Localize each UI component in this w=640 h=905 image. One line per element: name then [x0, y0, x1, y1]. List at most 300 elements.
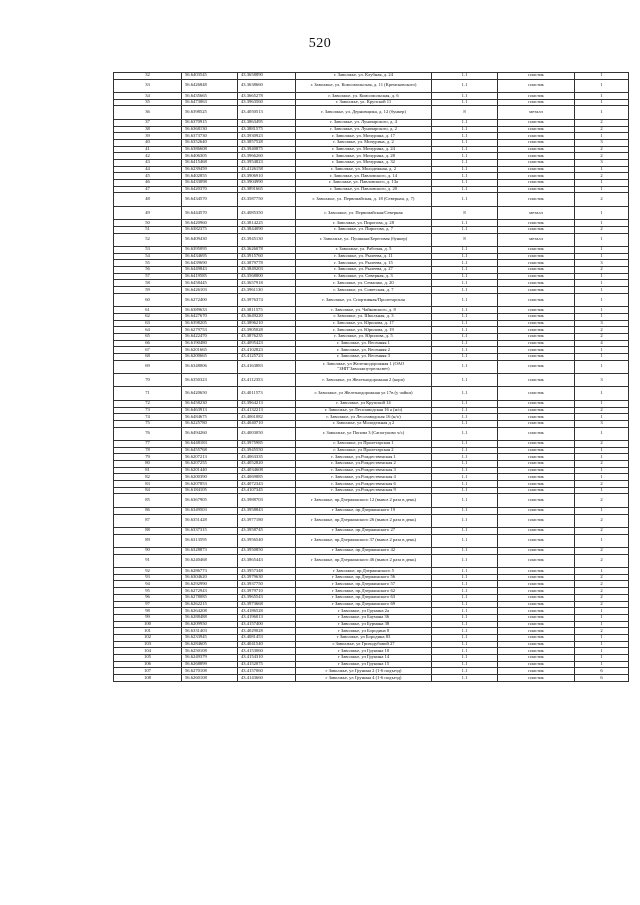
- longitude-cell: 43.4132213: [238, 407, 296, 414]
- row-number-cell: 96: [114, 594, 182, 601]
- latitude-cell: 56.6406305: [182, 153, 238, 160]
- material-cell: пластик: [498, 139, 575, 146]
- count-cell: 3: [575, 260, 629, 267]
- table-row: [114, 648, 629, 655]
- table-row: [114, 668, 629, 675]
- volume-cell: 1.1: [432, 494, 498, 507]
- table-row: [114, 73, 629, 80]
- row-number-cell: 70: [114, 374, 182, 387]
- address-cell: г. Заволжье, ул. Мичурина, д. 28: [296, 153, 432, 160]
- address-cell: г Заволжье, ул Гризодубовой 27: [296, 641, 432, 648]
- table-row: [114, 407, 629, 414]
- latitude-cell: 56.6434570: [182, 193, 238, 206]
- longitude-cell: 43.3657918: [238, 280, 296, 287]
- address-cell: г Заволжье, ул Бородина 83: [296, 634, 432, 641]
- longitude-cell: 43.4152075: [238, 661, 296, 668]
- latitude-cell: 56.6184105: [182, 487, 238, 494]
- material-cell: пластик: [498, 400, 575, 407]
- longitude-cell: 43.3950850: [238, 548, 296, 555]
- latitude-cell: 56.6402855: [182, 173, 238, 180]
- longitude-cell: 43.4163883: [238, 360, 296, 373]
- table-row: [114, 193, 629, 206]
- row-number-cell: 76: [114, 427, 182, 440]
- count-cell: 1: [575, 347, 629, 354]
- longitude-cell: 43.3966260: [238, 153, 296, 160]
- latitude-cell: 56.6348006: [182, 360, 238, 373]
- row-number-cell: 65: [114, 333, 182, 340]
- material-cell: пластик: [498, 574, 575, 581]
- address-cell: г. Заволжье, ул. Спортивная/Пролетарская: [296, 293, 432, 306]
- latitude-cell: 56.6448183: [182, 440, 238, 447]
- volume-cell: 1.1: [432, 320, 498, 327]
- table-row: [114, 206, 629, 219]
- longitude-cell: 43.3976374: [238, 293, 296, 306]
- count-cell: 2: [575, 494, 629, 507]
- count-cell: 1: [575, 414, 629, 421]
- longitude-cell: 43.3844090: [238, 226, 296, 233]
- longitude-cell: 43.3964213: [238, 400, 296, 407]
- table-row: [114, 146, 629, 153]
- table-row: [114, 548, 629, 555]
- count-cell: 2: [575, 481, 629, 488]
- material-cell: пластик: [498, 568, 575, 575]
- latitude-cell: 56.6434695: [182, 253, 238, 260]
- material-cell: пластик: [498, 159, 575, 166]
- latitude-cell: 56.6415468: [182, 159, 238, 166]
- count-cell: 1: [575, 487, 629, 494]
- longitude-cell: 43.4081453: [238, 634, 296, 641]
- material-cell: пластик: [498, 601, 575, 608]
- count-cell: 2: [575, 193, 629, 206]
- latitude-cell: 56.6368130: [182, 126, 238, 133]
- material-cell: пластик: [498, 73, 575, 80]
- material-cell: пластик: [498, 634, 575, 641]
- longitude-cell: 43.3568800: [238, 273, 296, 280]
- table-row: [114, 226, 629, 233]
- longitude-cell: 43.4072343: [238, 481, 296, 488]
- material-cell: пластик: [498, 447, 575, 454]
- volume-cell: 1.1: [432, 574, 498, 581]
- address-cell: г. Заволжье, ул. Рылеева, д. 15: [296, 260, 432, 267]
- address-cell: г Заволжье, ул Грунина 10: [296, 648, 432, 655]
- row-number-cell: 46: [114, 180, 182, 187]
- material-cell: пластик: [498, 534, 575, 547]
- row-number-cell: 41: [114, 146, 182, 153]
- table-row: [114, 420, 629, 427]
- longitude-cell: 43.3638660: [238, 79, 296, 92]
- address-cell: г. Заволжье, ул.Рождественская 9: [296, 487, 432, 494]
- longitude-cell: 43.3937750: [238, 581, 296, 588]
- longitude-cell: 43.3587750: [238, 193, 296, 206]
- count-cell: 2: [575, 548, 629, 555]
- volume-cell: 8: [432, 106, 498, 119]
- address-cell: г Заволжье, пр.Дзержинского 56: [296, 574, 432, 581]
- row-number-cell: 66: [114, 340, 182, 347]
- address-cell: г. Заволжье, ул. Мичурина, д. 17: [296, 133, 432, 140]
- material-cell: пластик: [498, 648, 575, 655]
- row-number-cell: 103: [114, 641, 182, 648]
- address-cell: г Заволжье, ул Бородина 8: [296, 628, 432, 635]
- row-number-cell: 32: [114, 73, 182, 80]
- table-row: [114, 79, 629, 92]
- material-cell: пластик: [498, 180, 575, 187]
- longitude-cell: 43.3904990: [238, 180, 296, 187]
- count-cell: 1: [575, 99, 629, 106]
- address-cell: г. Заволжье, ул. Рылеева, д. 27: [296, 267, 432, 274]
- longitude-cell: 43.3965543: [238, 594, 296, 601]
- material-cell: пластик: [498, 467, 575, 474]
- longitude-cell: 43.3945550: [238, 447, 296, 454]
- address-cell: г. Заволжье, ул. Комсомольская, д. 11 (Кремсковского): [296, 79, 432, 92]
- volume-cell: 1.1: [432, 313, 498, 320]
- material-cell: пластик: [498, 427, 575, 440]
- longitude-cell: 43.4196013: [238, 614, 296, 621]
- material-cell: пластик: [498, 340, 575, 347]
- count-cell: 2: [575, 440, 629, 447]
- count-cell: 1: [575, 641, 629, 648]
- count-cell: 2: [575, 173, 629, 180]
- table-row: [114, 440, 629, 447]
- count-cell: 2: [575, 514, 629, 527]
- table-row: [114, 614, 629, 621]
- latitude-cell: 56.6426848: [182, 79, 238, 92]
- row-number-cell: 73: [114, 407, 182, 414]
- table-row: [114, 621, 629, 628]
- volume-cell: 1.1: [432, 481, 498, 488]
- latitude-cell: 56.6279753: [182, 327, 238, 334]
- count-cell: 2: [575, 333, 629, 340]
- volume-cell: 1.1: [432, 668, 498, 675]
- material-cell: пластик: [498, 153, 575, 160]
- count-cell: 2: [575, 581, 629, 588]
- row-number-cell: 71: [114, 387, 182, 400]
- table-row: [114, 574, 629, 581]
- count-cell: 4: [575, 340, 629, 347]
- volume-cell: 1.1: [432, 287, 498, 294]
- address-cell: г. Заволжье, ул. Крупской 11: [296, 99, 432, 106]
- latitude-cell: 56.6200665: [182, 353, 238, 360]
- volume-cell: 1.1: [432, 133, 498, 140]
- table-body: [114, 73, 629, 682]
- count-cell: 1: [575, 280, 629, 287]
- table-row: [114, 608, 629, 615]
- address-cell: г. Заволжье, ул. Весенняя 3: [296, 353, 432, 360]
- material-cell: пластик: [498, 193, 575, 206]
- address-cell: г. Заволжье, ул.Рождественская 4: [296, 474, 432, 481]
- address-cell: г. Заволжье, ул. Рылеева, д. 11: [296, 253, 432, 260]
- row-number-cell: 38: [114, 126, 182, 133]
- row-number-cell: 94: [114, 581, 182, 588]
- count-cell: 1: [575, 447, 629, 454]
- volume-cell: 1.1: [432, 226, 498, 233]
- longitude-cell: 43.3849203: [238, 267, 296, 274]
- count-cell: 1: [575, 206, 629, 219]
- volume-cell: 1.1: [432, 159, 498, 166]
- volume-cell: 1.1: [432, 246, 498, 253]
- address-cell: г Заволжье, пр.Дзержинского 27: [296, 527, 432, 534]
- volume-cell: 1.1: [432, 267, 498, 274]
- longitude-cell: 43.3896210: [238, 320, 296, 327]
- material-cell: пластик: [498, 273, 575, 280]
- latitude-cell: 56.6207255: [182, 461, 238, 468]
- address-cell: г Заволжье, пр.Дзержинского 69: [296, 601, 432, 608]
- volume-cell: 1.1: [432, 387, 498, 400]
- count-cell: 1: [575, 661, 629, 668]
- table-row: [114, 568, 629, 575]
- table-row: [114, 461, 629, 468]
- address-cell: г Заволжье, пр.Дзержинского 12 (вывоз 2 раза в день): [296, 494, 432, 507]
- latitude-cell: 56.6201665: [182, 347, 238, 354]
- longitude-cell: 43.4153060: [238, 648, 296, 655]
- row-number-cell: 99: [114, 614, 182, 621]
- material-cell: пластик: [498, 293, 575, 306]
- latitude-cell: 56.6264208: [182, 608, 238, 615]
- count-cell: 2: [575, 119, 629, 126]
- longitude-cell: 43.3814225: [238, 220, 296, 227]
- material-cell: пластик: [498, 133, 575, 140]
- table-row: [114, 307, 629, 314]
- volume-cell: 1.1: [432, 601, 498, 608]
- address-cell: г. Заволжье, ул Попова 3 (Сапогуково ч/с): [296, 427, 432, 440]
- row-number-cell: 50: [114, 220, 182, 227]
- row-number-cell: 53: [114, 246, 182, 253]
- material-cell: пластик: [498, 280, 575, 287]
- row-number-cell: 84: [114, 487, 182, 494]
- count-cell: 2: [575, 153, 629, 160]
- container-sites-table: [113, 72, 629, 682]
- count-cell: 2: [575, 267, 629, 274]
- address-cell: г. Заволжье, ул Лесозаводская 16 а (н/о): [296, 407, 432, 414]
- volume-cell: 1.1: [432, 581, 498, 588]
- volume-cell: 1.1: [432, 347, 498, 354]
- longitude-cell: 43.4143660: [238, 675, 296, 682]
- count-cell: 1: [575, 648, 629, 655]
- material-cell: пластик: [498, 166, 575, 173]
- table-row: [114, 267, 629, 274]
- material-cell: пластик: [498, 481, 575, 488]
- latitude-cell: 56.6350323: [182, 374, 238, 387]
- address-cell: г. Заволжье, ул. Чайковского, д. 8: [296, 307, 432, 314]
- latitude-cell: 56.6240468: [182, 554, 238, 567]
- table-row: [114, 186, 629, 193]
- material-cell: пластик: [498, 420, 575, 427]
- material-cell: пластик: [498, 527, 575, 534]
- count-cell: 1: [575, 353, 629, 360]
- count-cell: 1: [575, 507, 629, 514]
- row-number-cell: 92: [114, 568, 182, 575]
- latitude-cell: 56.6403545: [182, 73, 238, 80]
- material-cell: пластик: [498, 226, 575, 233]
- row-number-cell: 97: [114, 601, 182, 608]
- address-cell: г. Заволжье, ул Железнодорожная 2 (корп): [296, 374, 432, 387]
- material-cell: пластик: [498, 407, 575, 414]
- address-cell: г Заволжье, пр.Дзержинского 19: [296, 507, 432, 514]
- row-number-cell: 85: [114, 494, 182, 507]
- material-cell: пластик: [498, 440, 575, 447]
- material-cell: пластик: [498, 313, 575, 320]
- table-row: [114, 93, 629, 100]
- count-cell: 1: [575, 73, 629, 80]
- table-row: [114, 628, 629, 635]
- table-row: [114, 327, 629, 334]
- table-row: [114, 481, 629, 488]
- longitude-cell: 43.3977180: [238, 514, 296, 527]
- volume-cell: 1.1: [432, 554, 498, 567]
- longitude-cell: 43.4107345: [238, 487, 296, 494]
- volume-cell: 1.1: [432, 634, 498, 641]
- count-cell: 2: [575, 594, 629, 601]
- latitude-cell: 56.6435665: [182, 93, 238, 100]
- count-cell: 1: [575, 467, 629, 474]
- volume-cell: 1.1: [432, 93, 498, 100]
- longitude-cell: 43.4063335: [238, 454, 296, 461]
- table-row: [114, 180, 629, 187]
- latitude-cell: 56.6494260: [182, 427, 238, 440]
- longitude-cell: 43.4011573: [238, 387, 296, 400]
- row-number-cell: 77: [114, 440, 182, 447]
- latitude-cell: 56.6349503: [182, 507, 238, 514]
- volume-cell: 1.1: [432, 641, 498, 648]
- material-cell: пластик: [498, 628, 575, 635]
- count-cell: 2: [575, 628, 629, 635]
- row-number-cell: 63: [114, 320, 182, 327]
- material-cell: пластик: [498, 360, 575, 373]
- table-row: [114, 467, 629, 474]
- volume-cell: 1.1: [432, 608, 498, 615]
- count-cell: 1: [575, 568, 629, 575]
- latitude-cell: 56.6373730: [182, 133, 238, 140]
- address-cell: г Заволжье, ул Баумана 36: [296, 614, 432, 621]
- volume-cell: 1.1: [432, 260, 498, 267]
- page-number: 520: [308, 36, 332, 51]
- latitude-cell: 56.6422470: [182, 333, 238, 340]
- longitude-cell: 43.3930923: [238, 133, 296, 140]
- row-number-cell: 108: [114, 675, 182, 682]
- volume-cell: 1.1: [432, 186, 498, 193]
- table-row: [114, 507, 629, 514]
- material-cell: пластик: [498, 514, 575, 527]
- table-row: [114, 581, 629, 588]
- longitude-cell: 43.3957348: [238, 568, 296, 575]
- table-row: [114, 360, 629, 373]
- table-row: [114, 601, 629, 608]
- latitude-cell: 56.6201440: [182, 467, 238, 474]
- count-cell: 1: [575, 534, 629, 547]
- row-number-cell: 78: [114, 447, 182, 454]
- row-number-cell: 106: [114, 661, 182, 668]
- latitude-cell: 56.6278085: [182, 594, 238, 601]
- address-cell: г Заволжье, пр.Дзержинского 63: [296, 594, 432, 601]
- row-number-cell: 72: [114, 400, 182, 407]
- latitude-cell: 56.6200390: [182, 474, 238, 481]
- volume-cell: 1.1: [432, 280, 498, 287]
- address-cell: г Заволжье, пр.Дзержинского 46 (вывоз 2 раза в день): [296, 554, 432, 567]
- volume-cell: 1.1: [432, 420, 498, 427]
- volume-cell: 1.1: [432, 307, 498, 314]
- latitude-cell: 56.6370915: [182, 119, 238, 126]
- longitude-cell: 43.4154310: [238, 655, 296, 662]
- latitude-cell: 56.6463913: [182, 407, 238, 414]
- longitude-cell: 43.4125723: [238, 353, 296, 360]
- row-number-cell: 37: [114, 119, 182, 126]
- longitude-cell: 43.3958745: [238, 527, 296, 534]
- row-number-cell: 42: [114, 153, 182, 160]
- latitude-cell: 56.6268899: [182, 661, 238, 668]
- address-cell: г Заволжье, пр.Дзержинского 37 (вывоз 2 раза в день): [296, 534, 432, 547]
- row-number-cell: 59: [114, 287, 182, 294]
- latitude-cell: 56.6386608: [182, 146, 238, 153]
- table-row: [114, 173, 629, 180]
- volume-cell: 8: [432, 206, 498, 219]
- table-row: [114, 634, 629, 641]
- row-number-cell: 33: [114, 79, 182, 92]
- volume-cell: 1.1: [432, 353, 498, 360]
- count-cell: 2: [575, 461, 629, 468]
- count-cell: 1: [575, 313, 629, 320]
- row-number-cell: 80: [114, 461, 182, 468]
- table-row: [114, 119, 629, 126]
- table-row: [114, 447, 629, 454]
- address-cell: г. Заволжье, ул. Павловского, д. 13а: [296, 180, 432, 187]
- longitude-cell: 43.3857528: [238, 139, 296, 146]
- longitude-cell: 43.4003050: [238, 427, 296, 440]
- row-number-cell: 61: [114, 307, 182, 314]
- address-cell: г Заволжье, пр.Дзержинского 42: [296, 548, 432, 555]
- volume-cell: 1.1: [432, 614, 498, 621]
- table-row: [114, 588, 629, 595]
- latitude-cell: 56.6444570: [182, 206, 238, 219]
- material-cell: пластик: [498, 494, 575, 507]
- address-cell: г. Заволжье, ул.Рождественская 1: [296, 454, 432, 461]
- table-row: [114, 99, 629, 106]
- material-cell: пластик: [498, 333, 575, 340]
- longitude-cell: 43.4126158: [238, 166, 296, 173]
- address-cell: г. Заволжье, ул. Юрилова, д. 5: [296, 333, 432, 340]
- latitude-cell: 56.6304620: [182, 574, 238, 581]
- latitude-cell: 56.6458230: [182, 400, 238, 407]
- address-cell: г. Заволжье, ул. Первомайская/Северная: [296, 206, 432, 219]
- address-cell: г. Заволжье, ул. Мичурина, д. 32: [296, 159, 432, 166]
- latitude-cell: 56.6328873: [182, 548, 238, 555]
- latitude-cell: 56.6389633: [182, 307, 238, 314]
- row-number-cell: 67: [114, 347, 182, 354]
- table-row: [114, 655, 629, 662]
- count-cell: 1: [575, 186, 629, 193]
- row-number-cell: 34: [114, 93, 182, 100]
- table-row: [114, 661, 629, 668]
- volume-cell: 1.1: [432, 507, 498, 514]
- count-cell: 2: [575, 574, 629, 581]
- address-cell: г. Заволжье, ул. Луначарского, д. 2: [296, 126, 432, 133]
- latitude-cell: 56.6439690: [182, 260, 238, 267]
- address-cell: г Заволжье, ул Грунина 4 (1-6 подъезд): [296, 675, 432, 682]
- table-row: [114, 554, 629, 567]
- volume-cell: 1.1: [432, 454, 498, 461]
- longitude-cell: 43.3915760: [238, 253, 296, 260]
- address-cell: г. Заволжье, ул Крупской 14: [296, 400, 432, 407]
- material-cell: пластик: [498, 93, 575, 100]
- latitude-cell: 56.6352640: [182, 139, 238, 146]
- row-number-cell: 87: [114, 514, 182, 527]
- material-cell: пластик: [498, 461, 575, 468]
- row-number-cell: 54: [114, 253, 182, 260]
- volume-cell: 1.1: [432, 119, 498, 126]
- longitude-cell: 43.3876235: [238, 333, 296, 340]
- address-cell: г. Заволжье, ул Лесозаводская 16 (н/о): [296, 414, 432, 421]
- row-number-cell: 101: [114, 628, 182, 635]
- material-cell: пластик: [498, 79, 575, 92]
- table-row: [114, 641, 629, 648]
